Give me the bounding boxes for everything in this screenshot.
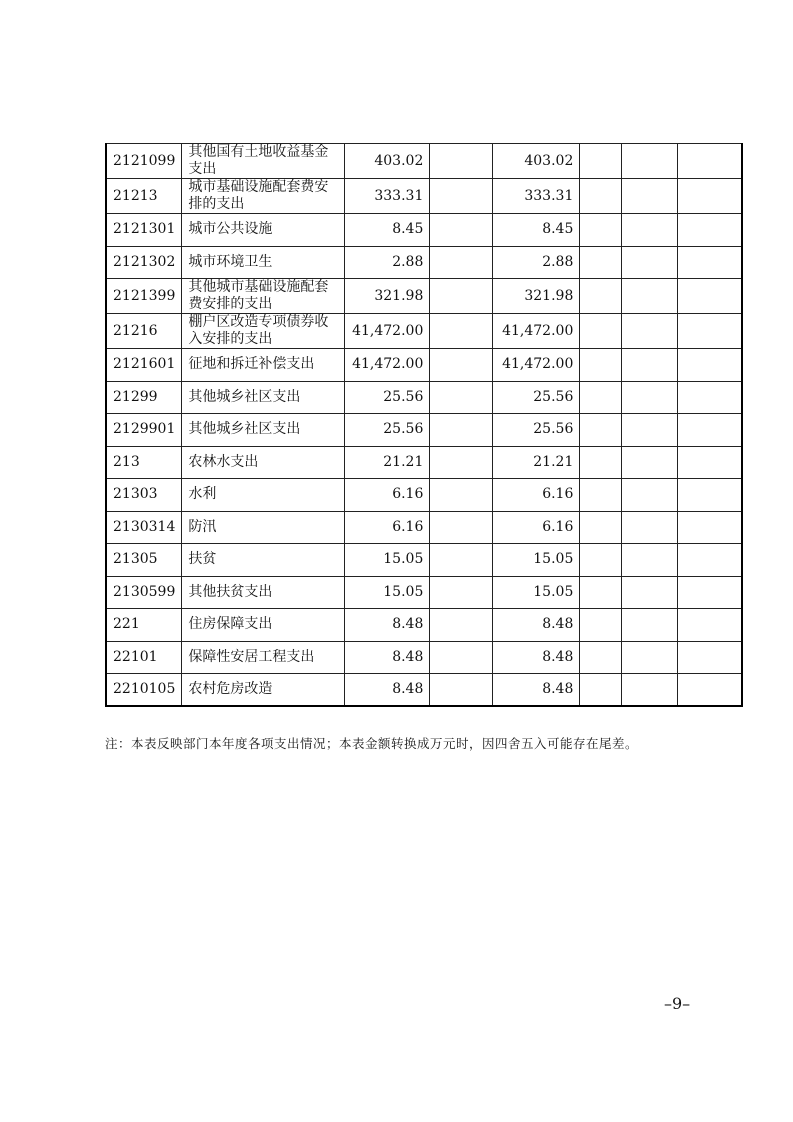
cell-total: 6.16 xyxy=(345,479,430,512)
cell-project-expenditure: 41,472.00 xyxy=(493,349,580,382)
cell-col6 xyxy=(580,314,622,349)
cell-basic-expenditure xyxy=(430,144,493,179)
cell-code: 2130314 xyxy=(106,511,182,544)
cell-subject-name: 农林水支出 xyxy=(182,446,345,479)
cell-col6 xyxy=(580,144,622,179)
cell-project-expenditure: 6.16 xyxy=(493,511,580,544)
cell-total: 41,472.00 xyxy=(345,314,430,349)
cell-basic-expenditure xyxy=(430,609,493,642)
cell-total: 25.56 xyxy=(345,414,430,447)
cell-total: 321.98 xyxy=(345,279,430,314)
table-row xyxy=(106,446,742,479)
cell-col8 xyxy=(678,511,742,544)
table-row xyxy=(106,641,742,674)
cell-subject-name: 防汛 xyxy=(182,511,345,544)
table-row xyxy=(106,214,742,247)
cell-total: 2.88 xyxy=(345,246,430,279)
cell-basic-expenditure xyxy=(430,349,493,382)
table-row xyxy=(106,246,742,279)
cell-subject-name: 征地和拆迁补偿支出 xyxy=(182,349,345,382)
cell-project-expenditure: 15.05 xyxy=(493,576,580,609)
cell-code: 2121302 xyxy=(106,246,182,279)
cell-basic-expenditure xyxy=(430,576,493,609)
cell-project-expenditure: 8.48 xyxy=(493,674,580,707)
cell-code: 21299 xyxy=(106,381,182,414)
table-row xyxy=(106,144,742,179)
cell-total: 403.02 xyxy=(345,144,430,179)
page-number: –9– xyxy=(664,994,691,1013)
cell-total: 21.21 xyxy=(345,446,430,479)
cell-col8 xyxy=(678,349,742,382)
cell-col7 xyxy=(622,246,678,279)
cell-code: 21305 xyxy=(106,544,182,577)
cell-subject-name: 城市公共设施 xyxy=(182,214,345,247)
table-row xyxy=(106,609,742,642)
cell-code: 221 xyxy=(106,609,182,642)
cell-project-expenditure: 321.98 xyxy=(493,279,580,314)
cell-col6 xyxy=(580,349,622,382)
cell-project-expenditure: 21.21 xyxy=(493,446,580,479)
cell-col7 xyxy=(622,179,678,214)
table-row xyxy=(106,511,742,544)
cell-code: 213 xyxy=(106,446,182,479)
cell-project-expenditure: 25.56 xyxy=(493,414,580,447)
cell-subject-name: 其他城市基础设施配套费安排的支出 xyxy=(182,279,345,314)
cell-col6 xyxy=(580,544,622,577)
cell-col7 xyxy=(622,544,678,577)
cell-project-expenditure: 8.48 xyxy=(493,641,580,674)
cell-project-expenditure: 8.48 xyxy=(493,609,580,642)
cell-col6 xyxy=(580,479,622,512)
cell-basic-expenditure xyxy=(430,511,493,544)
cell-total: 41,472.00 xyxy=(345,349,430,382)
cell-col8 xyxy=(678,414,742,447)
cell-code: 2130599 xyxy=(106,576,182,609)
cell-col7 xyxy=(622,674,678,707)
cell-col7 xyxy=(622,609,678,642)
cell-basic-expenditure xyxy=(430,179,493,214)
cell-basic-expenditure xyxy=(430,279,493,314)
cell-subject-name: 农村危房改造 xyxy=(182,674,345,707)
cell-basic-expenditure xyxy=(430,479,493,512)
expenditure-table xyxy=(105,143,743,707)
cell-basic-expenditure xyxy=(430,544,493,577)
cell-col8 xyxy=(678,544,742,577)
cell-code: 2121301 xyxy=(106,214,182,247)
table-row xyxy=(106,576,742,609)
cell-project-expenditure: 15.05 xyxy=(493,544,580,577)
cell-total: 6.16 xyxy=(345,511,430,544)
cell-col6 xyxy=(580,609,622,642)
cell-col8 xyxy=(678,381,742,414)
cell-code: 2121399 xyxy=(106,279,182,314)
cell-basic-expenditure xyxy=(430,214,493,247)
table-footnote: 注：本表反映部门本年度各项支出情况；本表金额转换成万元时，因四舍五入可能存在尾差。 xyxy=(105,736,639,751)
cell-total: 8.48 xyxy=(345,641,430,674)
table-row xyxy=(106,544,742,577)
cell-basic-expenditure xyxy=(430,314,493,349)
cell-basic-expenditure xyxy=(430,674,493,707)
cell-col7 xyxy=(622,446,678,479)
cell-col8 xyxy=(678,609,742,642)
cell-col8 xyxy=(678,576,742,609)
cell-col7 xyxy=(622,279,678,314)
cell-total: 15.05 xyxy=(345,544,430,577)
cell-subject-name: 其他扶贫支出 xyxy=(182,576,345,609)
cell-subject-name: 棚户区改造专项债券收入安排的支出 xyxy=(182,314,345,349)
cell-basic-expenditure xyxy=(430,446,493,479)
cell-code: 21213 xyxy=(106,179,182,214)
cell-subject-name: 水利 xyxy=(182,479,345,512)
cell-code: 2121099 xyxy=(106,144,182,179)
cell-total: 15.05 xyxy=(345,576,430,609)
cell-col8 xyxy=(678,674,742,707)
cell-subject-name: 保障性安居工程支出 xyxy=(182,641,345,674)
cell-project-expenditure: 41,472.00 xyxy=(493,314,580,349)
table-row xyxy=(106,349,742,382)
cell-col7 xyxy=(622,214,678,247)
cell-col6 xyxy=(580,674,622,707)
cell-col7 xyxy=(622,576,678,609)
cell-project-expenditure: 25.56 xyxy=(493,381,580,414)
table-row xyxy=(106,479,742,512)
cell-project-expenditure: 8.45 xyxy=(493,214,580,247)
cell-col8 xyxy=(678,144,742,179)
cell-col8 xyxy=(678,446,742,479)
cell-col8 xyxy=(678,246,742,279)
cell-basic-expenditure xyxy=(430,641,493,674)
cell-col6 xyxy=(580,246,622,279)
table-row xyxy=(106,279,742,314)
cell-col7 xyxy=(622,314,678,349)
cell-subject-name: 城市环境卫生 xyxy=(182,246,345,279)
cell-project-expenditure: 333.31 xyxy=(493,179,580,214)
cell-col6 xyxy=(580,279,622,314)
cell-col6 xyxy=(580,576,622,609)
cell-col6 xyxy=(580,381,622,414)
cell-col7 xyxy=(622,349,678,382)
cell-col8 xyxy=(678,179,742,214)
cell-col7 xyxy=(622,144,678,179)
cell-col7 xyxy=(622,479,678,512)
cell-total: 333.31 xyxy=(345,179,430,214)
table-body xyxy=(106,144,742,707)
cell-col6 xyxy=(580,641,622,674)
cell-col6 xyxy=(580,414,622,447)
cell-code: 2129901 xyxy=(106,414,182,447)
cell-col8 xyxy=(678,279,742,314)
cell-project-expenditure: 6.16 xyxy=(493,479,580,512)
cell-project-expenditure: 2.88 xyxy=(493,246,580,279)
cell-col6 xyxy=(580,179,622,214)
cell-subject-name: 城市基础设施配套费安排的支出 xyxy=(182,179,345,214)
cell-subject-name: 其他城乡社区支出 xyxy=(182,381,345,414)
cell-code: 21216 xyxy=(106,314,182,349)
cell-subject-name: 住房保障支出 xyxy=(182,609,345,642)
cell-subject-name: 扶贫 xyxy=(182,544,345,577)
cell-basic-expenditure xyxy=(430,246,493,279)
cell-code: 22101 xyxy=(106,641,182,674)
table-row xyxy=(106,381,742,414)
cell-col6 xyxy=(580,446,622,479)
cell-col7 xyxy=(622,414,678,447)
cell-col6 xyxy=(580,511,622,544)
cell-basic-expenditure xyxy=(430,414,493,447)
cell-col7 xyxy=(622,641,678,674)
cell-code: 2210105 xyxy=(106,674,182,707)
cell-total: 8.48 xyxy=(345,609,430,642)
cell-total: 8.45 xyxy=(345,214,430,247)
table-row xyxy=(106,179,742,214)
table-row xyxy=(106,414,742,447)
table-row xyxy=(106,314,742,349)
cell-code: 2121601 xyxy=(106,349,182,382)
cell-col8 xyxy=(678,314,742,349)
cell-total: 8.48 xyxy=(345,674,430,707)
cell-total: 25.56 xyxy=(345,381,430,414)
cell-basic-expenditure xyxy=(430,381,493,414)
cell-project-expenditure: 403.02 xyxy=(493,144,580,179)
table-row xyxy=(106,674,742,707)
cell-subject-name: 其他城乡社区支出 xyxy=(182,414,345,447)
cell-col8 xyxy=(678,479,742,512)
cell-subject-name: 其他国有土地收益基金支出 xyxy=(182,144,345,179)
cell-col7 xyxy=(622,381,678,414)
cell-col7 xyxy=(622,511,678,544)
cell-col6 xyxy=(580,214,622,247)
cell-code: 21303 xyxy=(106,479,182,512)
cell-col8 xyxy=(678,641,742,674)
cell-col8 xyxy=(678,214,742,247)
